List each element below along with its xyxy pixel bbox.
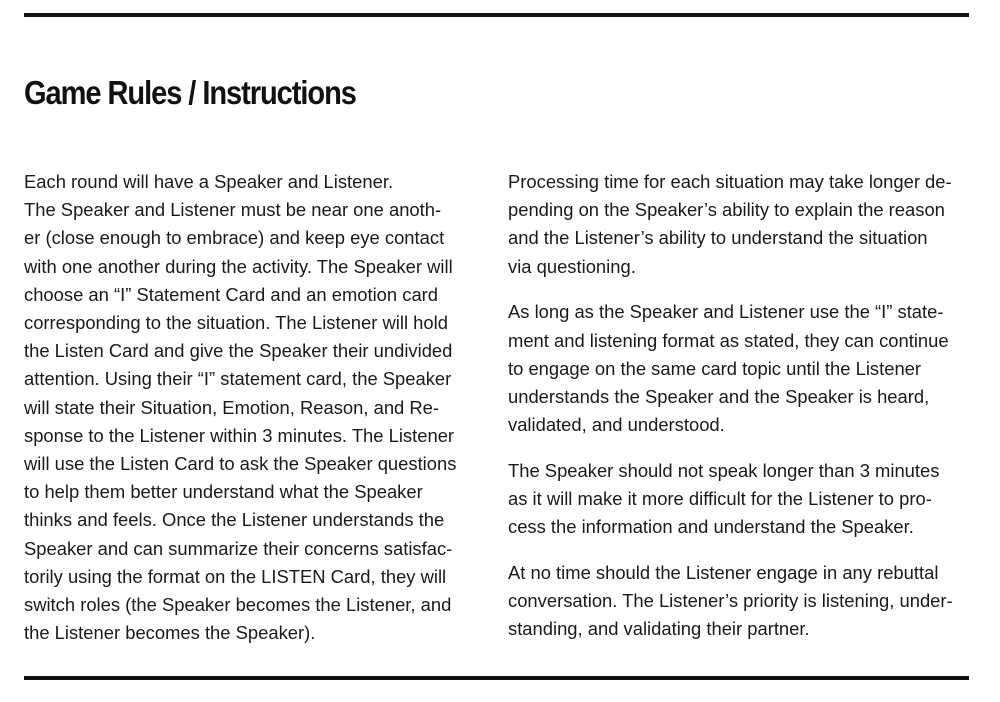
paragraph-time-limit — [508, 457, 978, 542]
text-line: to help them better understand what the Speaker — [24, 481, 423, 503]
text-line: will state their Situation, Emotion, Reason, and Re- — [24, 396, 440, 418]
text-line: to engage on the same card topic until the Listener — [508, 357, 922, 379]
left-column — [24, 168, 484, 647]
text-line: standing, and validating their partner. — [508, 618, 810, 640]
text-line: As long as the Speaker and Listener use the “I” state- — [508, 301, 944, 323]
text-line: sponse to the Listener within 3 minutes. The Listener — [24, 424, 455, 446]
text-line: The Speaker and Listener must be near one anoth- — [24, 199, 442, 221]
text-line: as it will make it more difficult for the Listener to pro- — [508, 488, 932, 510]
text-line: er (close enough to embrace) and keep eye contact — [24, 227, 445, 249]
text-line: corresponding to the situation. The Listener will hold — [24, 312, 448, 334]
bottom-divider — [24, 676, 969, 680]
text-line: the Listen Card and give the Speaker their undivided — [24, 340, 453, 362]
text-line: torily using the format on the LISTEN Card, they will — [24, 565, 447, 587]
text-line: via questioning. — [508, 255, 636, 277]
paragraph-processing-time — [508, 168, 978, 281]
text-line: choose an “I” Statement Card and an emotion card — [24, 283, 439, 305]
text-line: with one another during the activity. The Speaker will — [24, 255, 453, 277]
text-line: Speaker and can summarize their concerns satisfac- — [24, 537, 453, 559]
text-line: understands the Speaker and the Speaker is heard, — [508, 385, 930, 407]
text-line: and the Listener’s ability to understand the situation — [508, 227, 928, 249]
text-line: thinks and feels. Once the Listener understands the — [24, 509, 445, 531]
text-line: The Speaker should not speak longer than 3 minutes — [508, 459, 940, 481]
text-line: conversation. The Listener’s priority is listening, under- — [508, 590, 953, 612]
text-line: At no time should the Listener engage in any rebuttal — [508, 561, 939, 583]
text-line: the Listener becomes the Speaker). — [24, 622, 316, 644]
top-divider — [24, 13, 969, 17]
text-line: Each round will have a Speaker and Listener. — [24, 171, 394, 192]
paragraph-continue-topic — [508, 298, 978, 439]
right-column — [508, 168, 978, 644]
text-line: will use the Listen Card to ask the Speaker questions — [24, 453, 457, 475]
text-line: switch roles (the Speaker becomes the Listener, and — [24, 594, 452, 616]
text-line: ment and listening format as stated, they can continue — [508, 329, 949, 351]
text-line: Processing time for each situation may take longer de- — [508, 171, 952, 192]
paragraph-no-rebuttal — [508, 559, 978, 644]
page-title: Game Rules / Instructions — [24, 74, 356, 111]
text-line: cess the information and understand the Speaker. — [508, 516, 914, 538]
text-line: validated, and understood. — [508, 414, 725, 436]
text-line: pending on the Speaker’s ability to explain the reason — [508, 199, 945, 221]
text-line: attention. Using their “I” statement card, the Speaker — [24, 368, 452, 390]
